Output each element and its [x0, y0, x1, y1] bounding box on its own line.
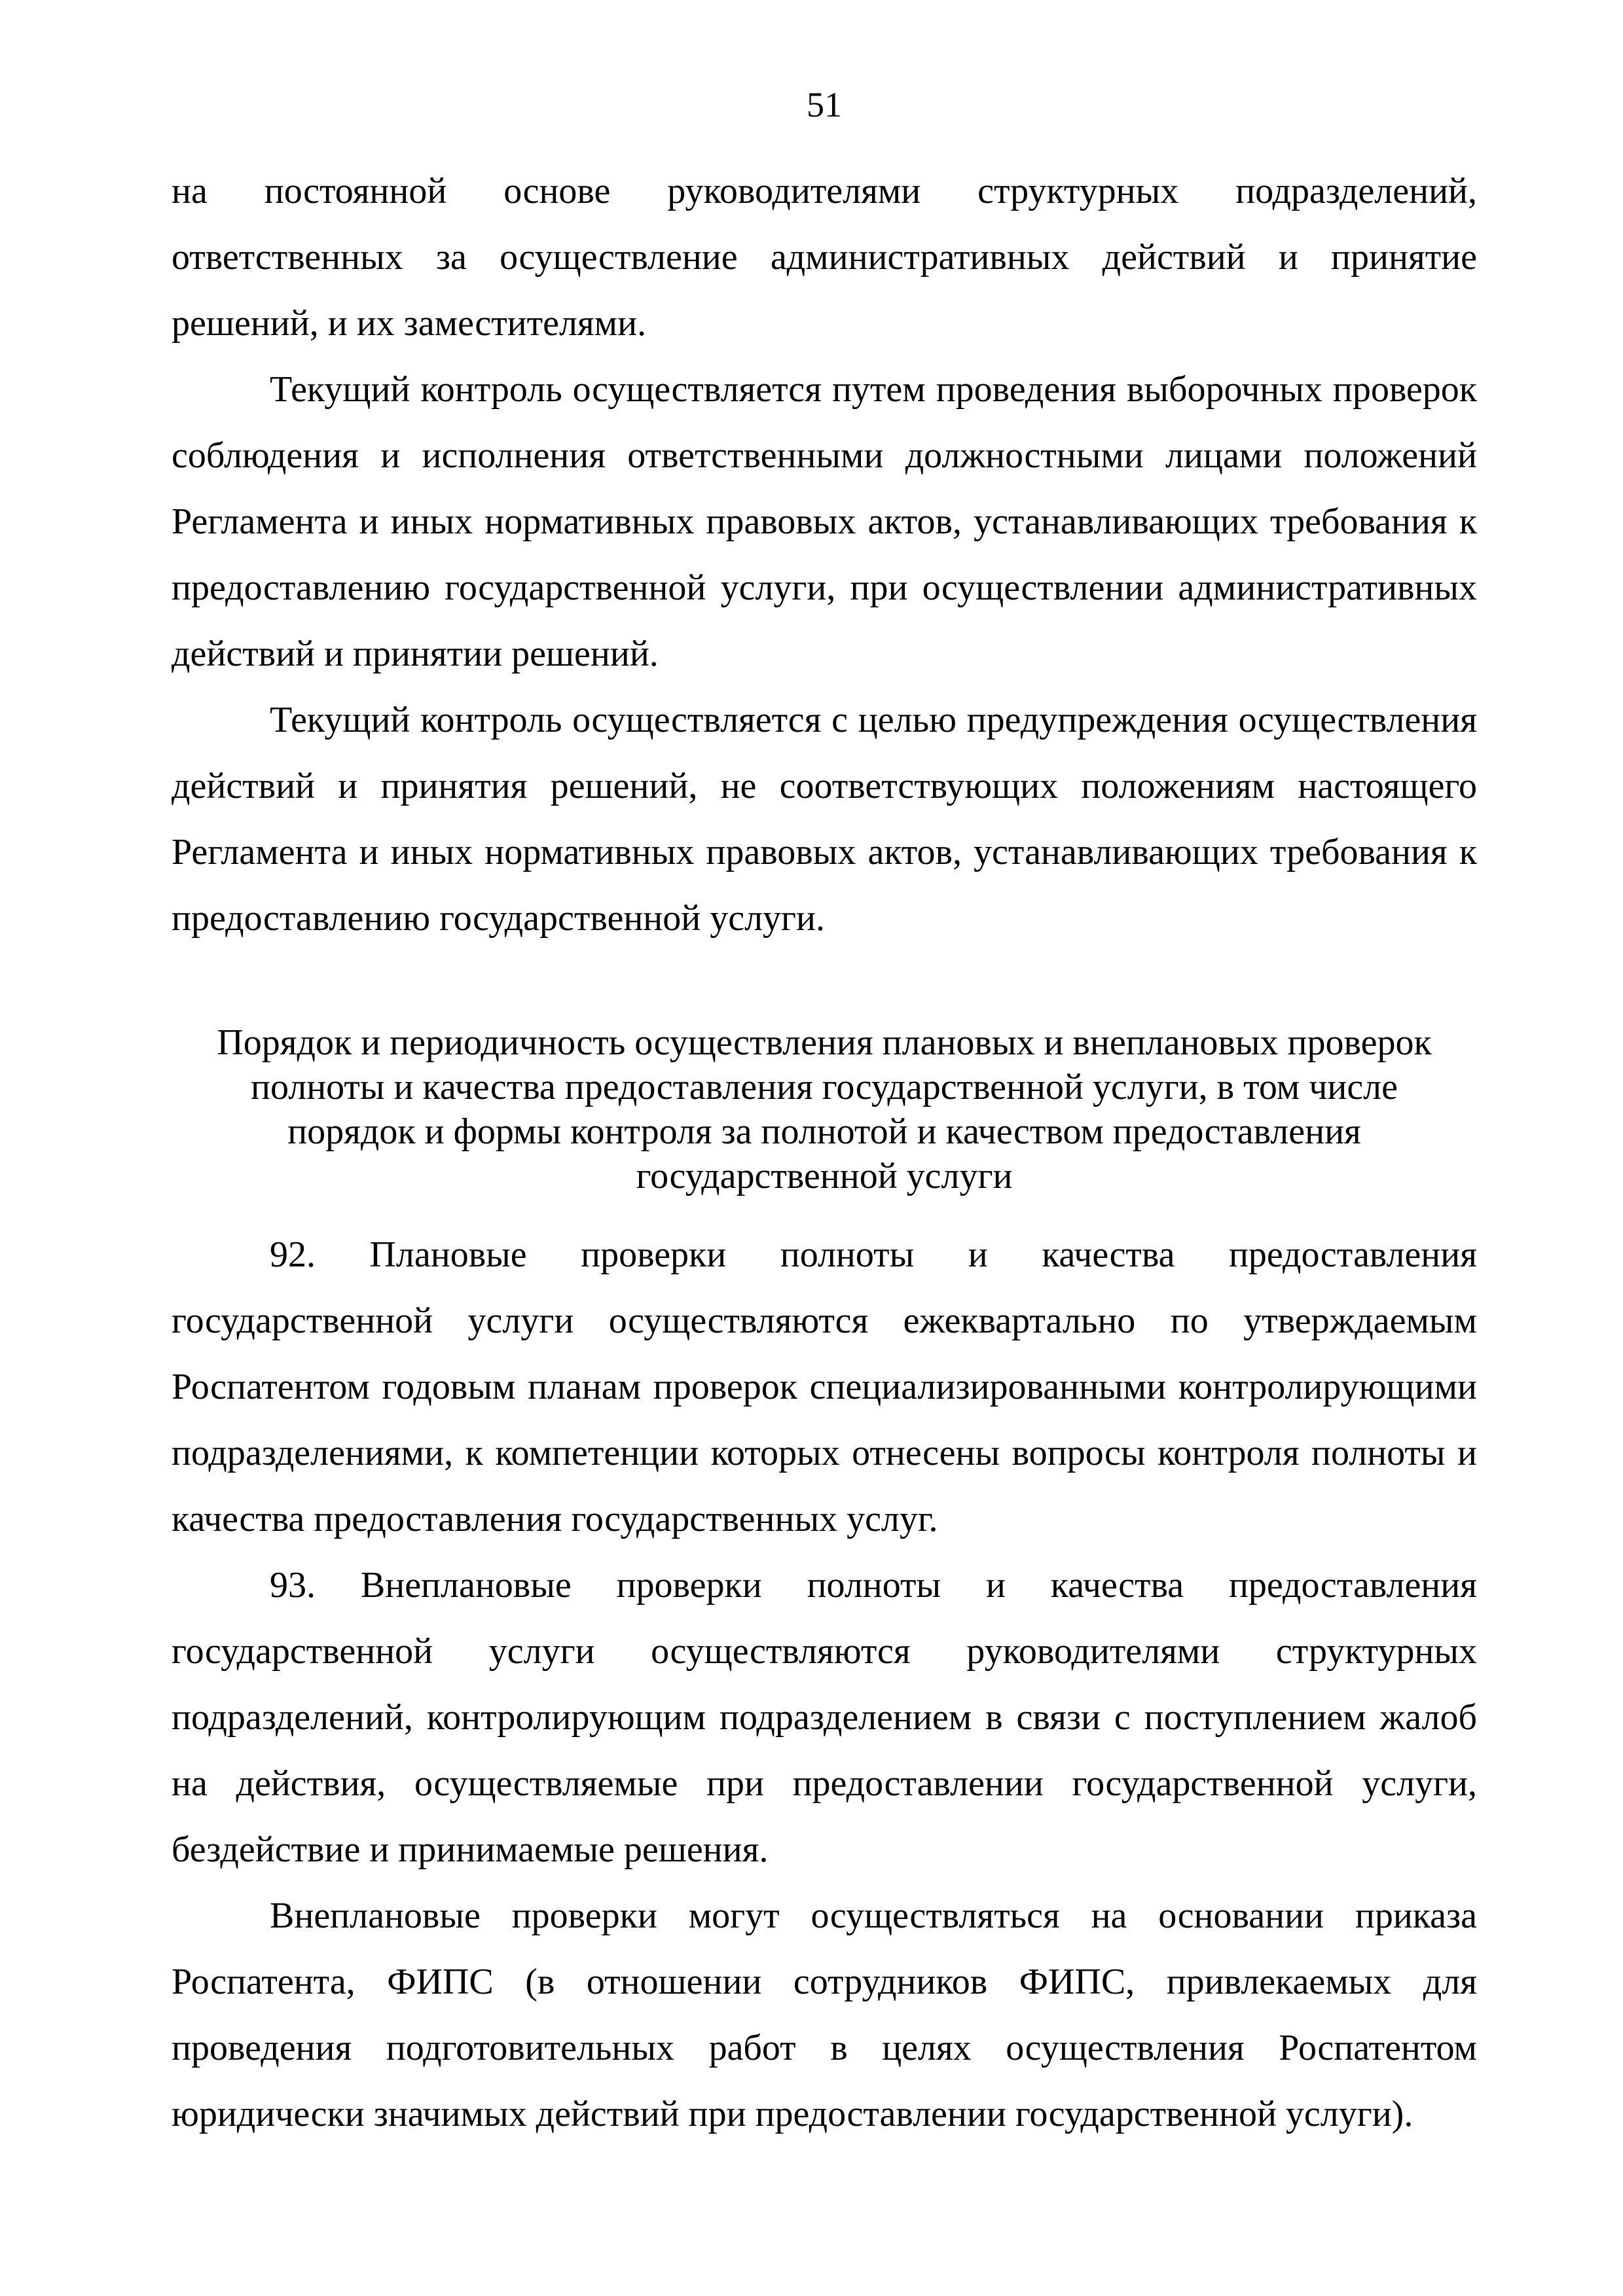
section-heading-line: порядок и формы контроля за полнотой и качеством предоставления: [287, 1111, 1361, 1152]
document-page: [172, 85, 1477, 2147]
page-number: 51: [807, 85, 842, 124]
section-heading-line: Порядок и периодичность осуществления плановых и внеплановых проверок: [217, 1022, 1432, 1063]
paragraph-continuation: на постоянной основе руководителями структурных подразделений, ответственных за осуществление административных действий и принятие решений, и их заместителями.: [172, 171, 1477, 344]
paragraph-unplanned-checks-basis: Внеплановые проверки могут осуществляться на основании приказа Роспатента, ФИПС (в отношении сотрудников ФИПС, привлекаемых для проведения подготовительных работ в целях осуществления Роспатентом юридически значимых действий при предоставлении государственной услуги).: [172, 1895, 1477, 2134]
paragraph-93-unplanned-checks: 93. Внеплановые проверки полноты и качества предоставления государственной услуги осуществляются руководителями структурных подразделений, контролирующим подразделением в связи с поступлением жалоб на действия, осуществляемые при предоставлении государственной услуги, бездействие и принимаемые решения.: [172, 1565, 1477, 1870]
section-heading-line: полноты и качества предоставления государственной услуги, в том числе: [251, 1067, 1398, 1107]
section-heading: [172, 1020, 1477, 1198]
paragraph-92-planned-checks: 92. Плановые проверки полноты и качества предоставления государственной услуги осуществляются ежеквартально по утверждаемым Роспатентом годовым планам проверок специализированными контролирующими подразделениями, к компетенции которых отнесены вопросы контроля полноты и качества предоставления государственных услуг.: [172, 1234, 1477, 1539]
paragraph-current-control-method: Текущий контроль осуществляется путем проведения выборочных проверок соблюдения и исполнения ответственными должностными лицами положений Регламента и иных нормативных правовых актов, устанавливающих требования к предоставлению государственной услуги, при осуществлении административных действий и принятии решений.: [172, 369, 1477, 674]
paragraph-current-control-purpose: Текущий контроль осуществляется с целью предупреждения осуществления действий и принятия решений, не соответствующих положениям настоящего Регламента и иных нормативных правовых актов, устанавливающих требования к предоставлению государственной услуги.: [172, 700, 1477, 939]
section-heading-line: государственной услуги: [636, 1156, 1013, 1196]
